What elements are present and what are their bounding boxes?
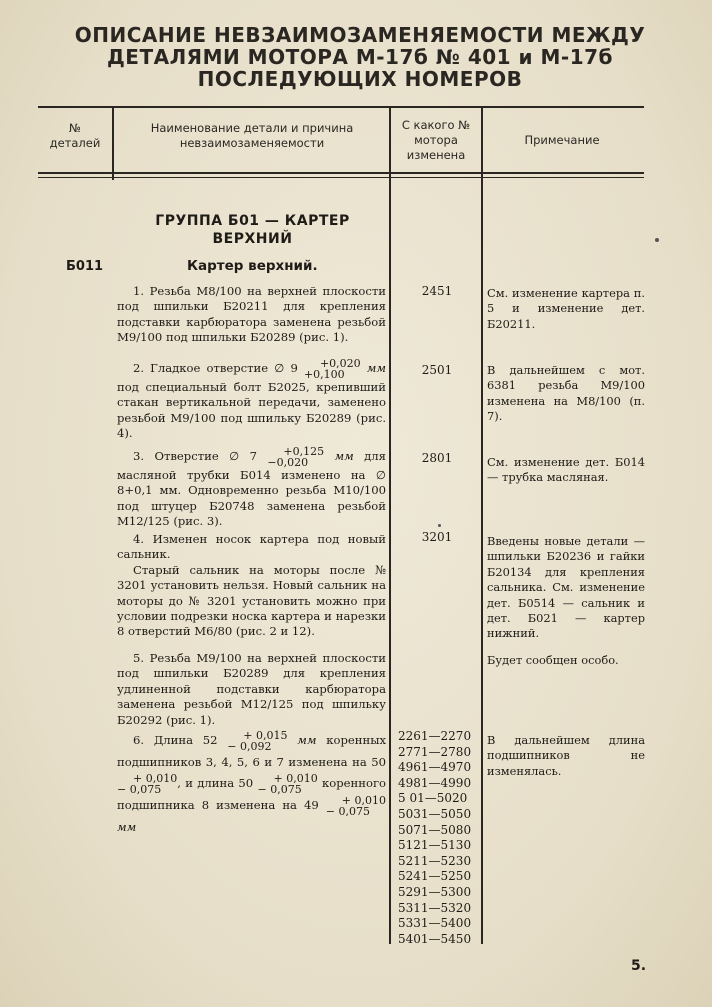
title-line-1: ОПИСАНИЕ НЕВЗАИМОЗАМЕНЯЕМОСТИ МЕЖДУ [74, 23, 646, 47]
item-5-paragraph: 5. Резьба М9/100 на верхней плоскости под шпильки Б20289 для крепления удлиненной подставки карбюратора заменена резьбой М12/125 под шпильку Б20292 (рис. 1). [117, 651, 386, 727]
item-6-dim-1: 52 [202, 733, 218, 747]
item-6-lead: 6. Длина [133, 733, 193, 747]
motor-range: 5291—5300 [398, 884, 472, 899]
page-title [40, 24, 680, 90]
item-3-dimension: ∅ 7 [229, 449, 257, 463]
item-6-tol-4-up: + 0,010 [341, 794, 386, 807]
group-title: ГРУППА Б01 — КАРТЕР ВЕРХНИЙ [155, 213, 350, 247]
item-1-note: См. изменение картера п. 5 и изменение дет. Б20211. [487, 286, 645, 331]
item-2-text [117, 358, 386, 442]
item-4-paragraph: 4. Изменен носок картера под новый сальник. [117, 532, 386, 562]
item-4-text [117, 532, 386, 640]
item-6-paragraph [117, 730, 386, 838]
item-6-tol-3-up: + 0,010 [273, 772, 318, 785]
item-4-motor: 3201 [421, 530, 453, 544]
part-id: Б011 [66, 259, 104, 274]
motor-range: 4981—4990 [398, 775, 472, 790]
item-5-text [117, 651, 386, 728]
item-6-tol-4 [326, 795, 386, 817]
motor-range: 5 01—5020 [398, 791, 468, 806]
item-5-note: Будет сообщен особо. [487, 653, 619, 667]
paper-speck [655, 238, 659, 242]
column-divider-1 [112, 108, 114, 180]
item-3-tolerance [267, 446, 324, 468]
item-3-body: для масляной трубки Б014 изменено на ∅ 8+0,1 мм. Одновременно резьба М10/100 под штуцер Б20748 заменена резьбой М12/125 (рис. 3). [117, 449, 386, 529]
item-6-dim-4: 49 [303, 798, 319, 812]
title-line-3: ПОСЛЕДУЮЩИХ НОМЕРОВ [197, 67, 523, 91]
item-3-lead: 3. Отверстие [133, 449, 219, 463]
motor-range: 2261—2270 [398, 729, 472, 743]
item-6-tol-2 [117, 773, 177, 795]
item-2-paragraph [117, 358, 386, 442]
item-6-unit-1: мм [297, 733, 317, 747]
item-3-unit: мм [334, 449, 354, 463]
item-2-tolerance [304, 358, 361, 380]
item-6-tol-1-up: + 0,015 [243, 729, 288, 742]
item-1-text [117, 284, 386, 346]
item-2-note: В дальнейшем с мот. 6381 резьба М9/100 изменена на М8/100 (п. 7). [487, 363, 645, 424]
item-2-unit: мм [366, 361, 387, 375]
motor-range: 4961—4970 [398, 760, 472, 775]
item-3-paragraph [117, 446, 386, 530]
item-6-mid-1: коренных подшипников 3, 4, 5, 6 и 7 изменена на [117, 733, 386, 769]
item-2-body: под специальный болт Б2025, крепивший стакан вертикальной передачи, заменено резьбой М9/100 под шпильку Б20289 (рис. 4). [117, 380, 386, 441]
table-top-rule [38, 106, 644, 108]
item-4-note: Введены новые детали — шпильки Б20236 и гайки Б20134 для крепления сальника. См. изменение дет. Б0514 — сальник и дет. Б021 — картер нижний. [487, 534, 645, 641]
motor-range: 5331—5400 [398, 916, 472, 931]
item-2-motor: 2501 [421, 363, 453, 377]
item-6-motor-list [398, 729, 482, 947]
item-2-tol-low: +0,100 [303, 368, 345, 381]
item-3-text [117, 446, 386, 530]
paper-speck [438, 524, 441, 527]
title-line-2: ДЕТАЛЯМИ МОТОРА М-17б № 401 и М-17б [106, 45, 614, 69]
motor-range: 5121—5130 [398, 838, 472, 853]
item-6-tol-3-low: − 0,075 [257, 783, 302, 796]
item-2-dimension: ∅ 9 [274, 361, 298, 375]
header-bottom-rule [38, 172, 644, 174]
motor-range: 5071—5080 [398, 822, 472, 837]
item-1-motor: 2451 [421, 284, 453, 298]
item-2-tol-up: +0,020 [319, 357, 361, 370]
item-6-tol-4-low: − 0,075 [325, 805, 370, 818]
item-6-note: В дальнейшем длина подшипников не изменялась. [487, 733, 645, 778]
part-name: Картер верхний. [187, 258, 318, 274]
motor-range: 5211—5230 [398, 853, 472, 868]
item-4-paragraph-2: Старый сальник на моторы после № 3201 установить нельзя. Новый сальник на моторы до № 3201 установить можно при условии подрезки носка картера и нарезки 8 отверстий М6/80 (рис. 2 и 12). [117, 562, 386, 639]
header-note: Примечание [524, 133, 600, 147]
item-6-dim-3: 50 [238, 776, 254, 790]
item-6-tol-1-low: − 0,092 [227, 740, 272, 753]
item-6-tol-2-low: − 0,075 [117, 783, 162, 796]
motor-range: 5311—5320 [398, 900, 472, 915]
item-6-mid-3: коренного подшипника 8 изменена на [117, 776, 387, 812]
item-6-tol-3 [258, 773, 318, 795]
motor-range: 5401—5450 [398, 931, 472, 946]
item-6-text [117, 730, 386, 838]
header-motor-number: С какого № мотора изменена [401, 118, 471, 162]
motor-range: 5031—5050 [398, 806, 472, 821]
page-number: 5. [631, 958, 647, 974]
header-part-number: № деталей [49, 121, 101, 150]
motor-range: 5241—5250 [398, 869, 472, 884]
item-6-mid-2: , и длина [177, 776, 235, 790]
item-3-motor: 2801 [421, 451, 453, 465]
item-6-dim-2: 50 [371, 755, 386, 769]
motor-range: 2771—2780 [398, 744, 472, 759]
item-6-unit-2: мм [117, 820, 137, 834]
item-1-paragraph: 1. Резьба М8/100 на верхней плоскости под шпильки Б20211 для крепления подставки карбюратора заменена резьбой М9/100 под шпильки Б20289 (рис. 1). [117, 284, 386, 345]
item-3-note: См. изменение дет. Б014 — трубка масляная. [487, 455, 645, 485]
header-bottom-rule-2 [38, 177, 644, 178]
item-3-tol-low: −0,020 [267, 456, 309, 469]
item-3-tol-up: +0,125 [283, 445, 325, 458]
header-part-description: Наименование детали и причина невзаимозаменяемости [150, 121, 354, 150]
item-2-lead: 2. Гладкое отверстие [133, 361, 269, 375]
item-6-tol-2-up: + 0,010 [133, 772, 178, 785]
item-6-tol-1 [227, 730, 287, 752]
